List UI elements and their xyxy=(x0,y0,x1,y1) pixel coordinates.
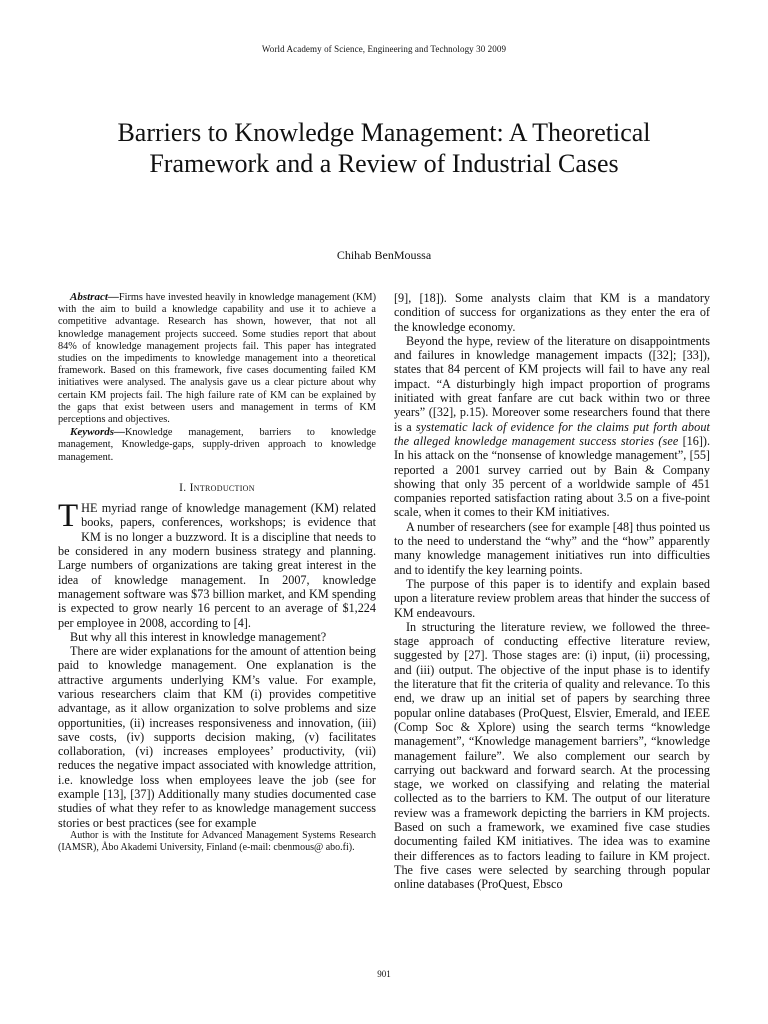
paper-title: Barriers to Knowledge Management: A Theoretical Framework and a Review of Industrial Cases xyxy=(117,118,651,178)
right-paragraph-3: A number of researchers (see for example [48] thus pointed us to the need to understand the “why” and the “how” apparently many knowledge management initiatives run into difficulties and to identify the key learning points. xyxy=(394,519,710,577)
abstract xyxy=(58,291,376,426)
right-paragraph-2-text-a: Beyond the hype, review of the literature on disappointments and failures in knowledge management impacts ([32]; [33]), states that 84 percent of KM projects will fail to have any real impact. “A disturbingly high impact proportion of programs initiated with great fanfare are cut back within two or three years” ([32], p.15). Moreover some researchers found that there is a xyxy=(394,333,710,434)
drop-cap: T xyxy=(58,498,79,535)
right-paragraph-4: The purpose of this paper is to identify and explain based upon a literature review problem areas that hinder the success of KM endeavours. xyxy=(394,576,710,620)
right-paragraph-1: [9], [18]). Some analysts claim that KM is a mandatory condition of success for organizations as they enter the era of the knowledge economy. xyxy=(394,291,710,334)
author-footnote: Author is with the Institute for Advanced Management Systems Research (IAMSR), Åbo Akademi University, Finland (e-mail: cbenmous@ abo.fi). xyxy=(58,829,376,853)
right-paragraph-5: In structuring the literature review, we followed the three-stage approach of conducting effective literature review, suggested by [27]. Those stages are: (i) input, (ii) processing, and (iii) output. The objective of the input phase is to identify the literature that fit the criteria of quality and relevance. To this end, we draw up an initial set of papers by searching three popular online databases (ProQuest, Elsvier, Emerald, and IEEE (Comp Soc & Xplore) using the search terms “knowledge management”, “Knowledge management barriers”, “knowledge management failure”. We also complement our search by carrying out backward and forward search. At the processing stage, we worked on classifying and relating the material collected as to the barriers to KM. The output of our literature review was a framework depicting the barriers in KM projects. Based on such a framework, we examined five case studies documenting failed KM initiatives. The idea was to examine their differences as to factors leading to failure in KM project. The five cases were selected by searching through popular online databases (ProQuest, Ebsco xyxy=(394,619,710,892)
right-paragraph-2 xyxy=(394,334,710,520)
journal-header: World Academy of Science, Engineering and Technology 30 2009 xyxy=(261,44,507,54)
abstract-label: Abstract— xyxy=(70,291,119,303)
intro-paragraph-1 xyxy=(58,498,376,630)
keywords xyxy=(58,426,376,464)
intro-paragraph-3: There are wider explanations for the amount of attention being paid to knowledge management. One explanation is the attractive arguments underlying KM’s value. For example, various researchers claim that KM (i) provides competitive advantage, as it allow organization to solve problems and size opportunities, (ii) increases responsiveness and innovation, (iii) save costs, (iv) supports decision making, (v) facilitates collaboration, (vi) increases employees’ productivity, (vii) reduces the negative impact associated with knowledge attrition, i.e. knowledge loss when employees leave the job (see for example [13], [37]) Additionally many studies documented case studies of what they refer to as knowledge management success stories or best practices (see for example xyxy=(58,644,376,830)
right-paragraph-2-text-b: [16]). In his attack on the “nonsense of knowledge management”, [55] reported a 2001 survey carried out by Bain & Company showing that only 35 percent of a worldwide sample of 451 companies reported satisfaction rating about 3.5 on a five-point scale, when it comes to their KM initiatives. xyxy=(394,433,710,520)
page-number: 901 xyxy=(377,969,391,979)
keywords-text: Knowledge management, barriers to knowledge management, Knowledge-gaps, supply-driven approach to knowledge management. xyxy=(58,427,376,463)
intro-paragraph-2: But why all this interest in knowledge management? xyxy=(70,629,327,644)
author-name: Chihab BenMoussa xyxy=(336,248,432,262)
right-paragraph-2-italic: systematic lack of evidence for the claims put forth about the alleged knowledge management success stories (see xyxy=(394,419,711,448)
right-column xyxy=(394,291,710,891)
section-heading-introduction: I. Introduction xyxy=(179,481,255,494)
abstract-text: Firms have invested heavily in knowledge management (KM) with the aim to build a knowledge capability and use it to achieve a competitive advantage. Research has shown, however, that not all knowledge management projects succeed. Some studies report that about 84% of knowledge management projects fail. This paper has integrated studies on the impediments to knowledge management into a theoretical framework. Based on this framework, five cases documenting failed KM initiatives were analysed. The analysis gave us a clear picture about why certain KM projects fail. The high failure rate of KM can be explained by the gaps that exist between users and management in terms of KM perceptions and objectives. xyxy=(58,292,376,426)
left-column xyxy=(58,291,376,854)
keywords-label: Keywords— xyxy=(70,426,125,439)
intro-paragraph-1-text: HE myriad range of knowledge management (KM) related books, papers, conferences, workshops; is evidence that KM is no longer a buzzword. It is a discipline that needs to be considered in any modern business strategy and planning. Large numbers of organizations are taking great interest in the idea of knowledge management. In 2007, knowledge management software was $73 billion market, and KM spending is expected to grow nearly 16 percent to an average of $1,224 per employee in 2008, according to [4]. xyxy=(58,501,376,630)
